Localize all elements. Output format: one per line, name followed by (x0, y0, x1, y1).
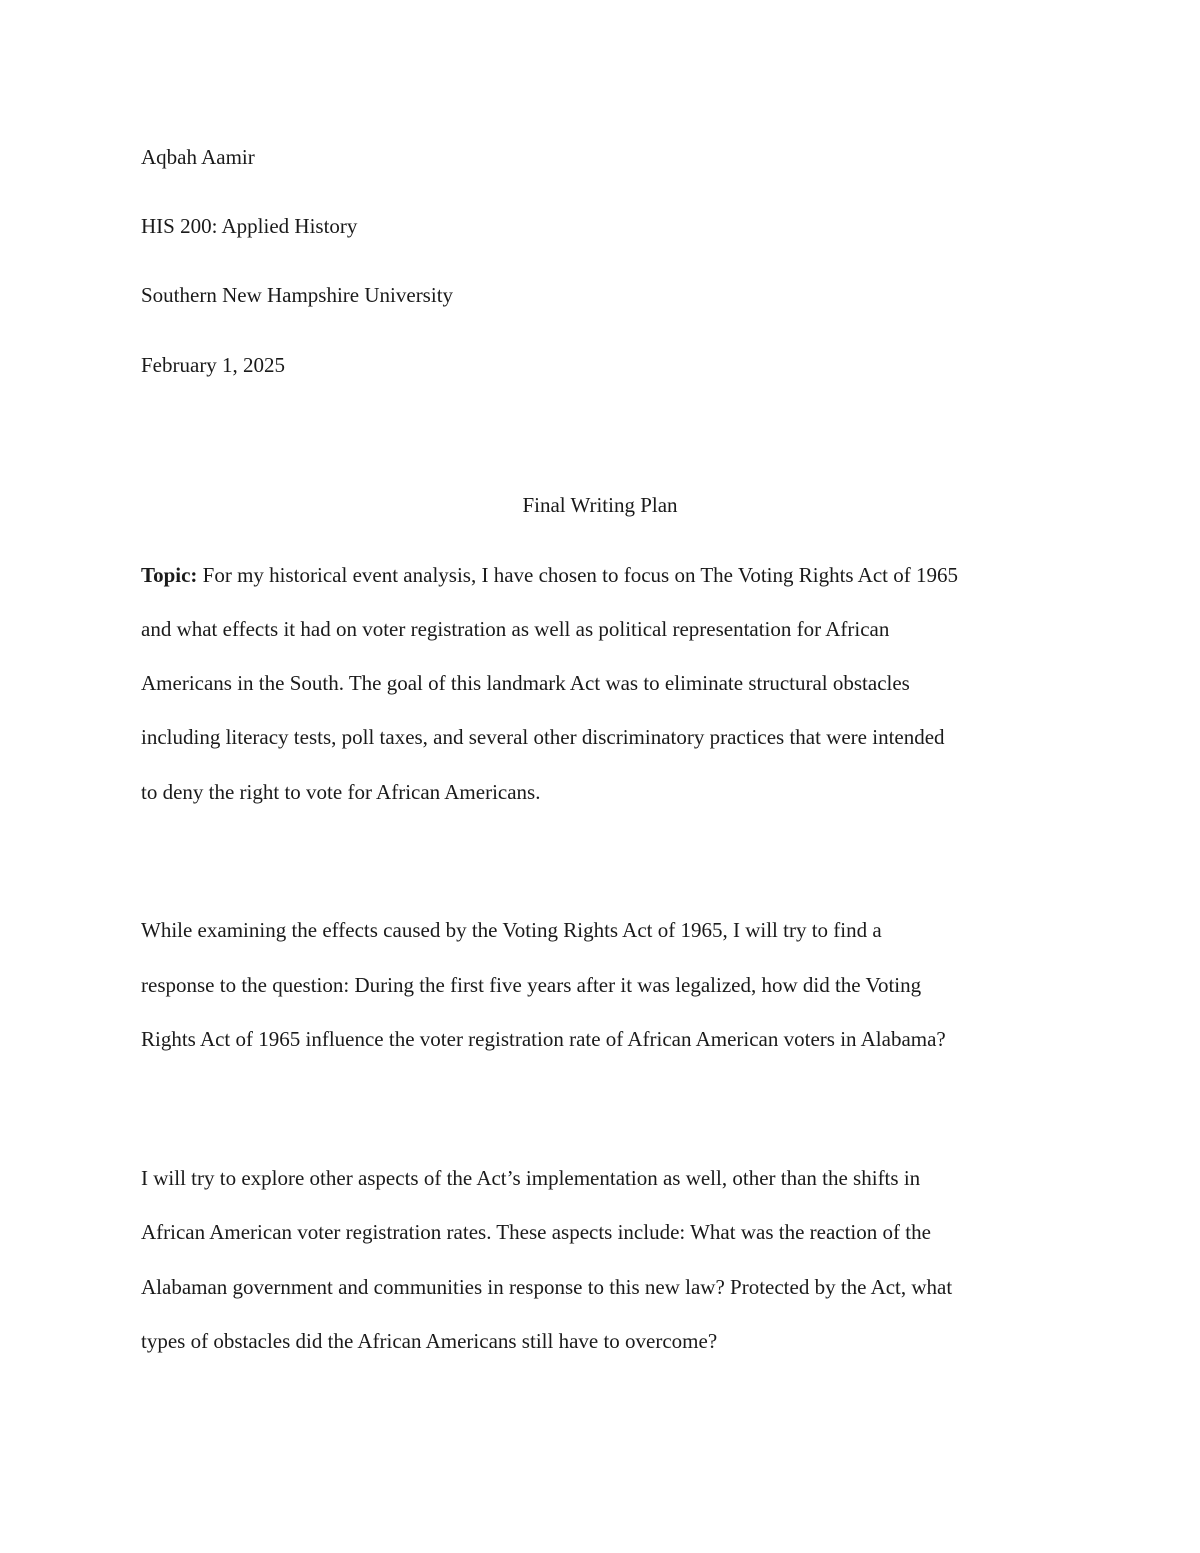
paragraph-line: Alabaman government and communities in response to this new law? Protected by the Act, what (141, 1275, 953, 1299)
paragraph-line: African American voter registration rates. These aspects include: What was the reaction of the (141, 1220, 931, 1244)
paragraph-text: For my historical event analysis, I have chosen to focus on The Voting Rights Act of 1965 (197, 563, 958, 587)
course-name: HIS 200: Applied History (141, 214, 358, 238)
paragraph-line: response to the question: During the first five years after it was legalized, how did the Voting (141, 973, 922, 997)
paragraph-line: types of obstacles did the African Americans still have to overcome? (141, 1329, 718, 1353)
document-title: Final Writing Plan (522, 493, 678, 517)
paragraph-line: and what effects it had on voter registration as well as political representation for African (141, 617, 890, 641)
paragraph-line: Americans in the South. The goal of this landmark Act was to eliminate structural obstacles (141, 671, 910, 695)
paragraph-line: I will try to explore other aspects of the Act’s implementation as well, other than the shifts in (141, 1166, 921, 1190)
author-name: Aqbah Aamir (141, 145, 255, 169)
topic-label: Topic: (141, 563, 198, 587)
paragraph-line (141, 565, 958, 586)
paragraph-line: including literacy tests, poll taxes, and several other discriminatory practices that were intended (141, 725, 945, 749)
institution-name: Southern New Hampshire University (141, 283, 454, 307)
paragraph-line: While examining the effects caused by the Voting Rights Act of 1965, I will try to find a (141, 918, 882, 942)
paragraph-line: Rights Act of 1965 influence the voter registration rate of African American voters in Alabama? (141, 1027, 946, 1051)
paragraph-line: to deny the right to vote for African Americans. (141, 780, 541, 804)
document-date: February 1, 2025 (141, 353, 286, 377)
